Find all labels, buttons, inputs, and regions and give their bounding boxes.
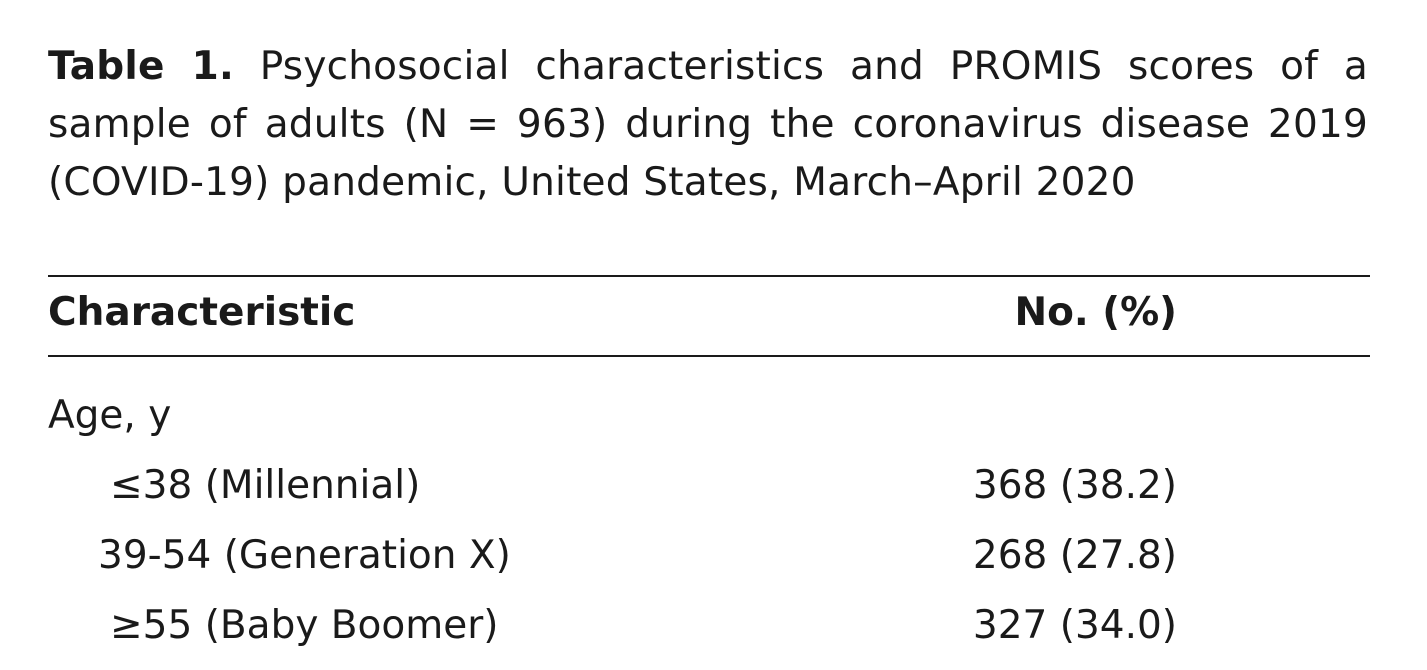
table-row (48, 533, 1370, 593)
table-header (48, 290, 1370, 350)
table-caption-text: Psychosocial characteristics and PROMIS scores of a sample of adults (N = 963) during the coronavirus disease 2019 (COVID-19) pandemic, United States, March–April 2020 (48, 44, 1368, 205)
group-label-age: Age, y (48, 393, 172, 438)
header-characteristic: Characteristic (48, 290, 356, 335)
row-label: 39-54 (Generation X) (98, 533, 511, 578)
table-header-rule (48, 355, 1370, 357)
table-caption (48, 38, 1368, 212)
table-row (48, 603, 1370, 663)
table-row (48, 463, 1370, 523)
header-count-percent: No. (%) (1014, 290, 1177, 335)
table-label: Table 1. (48, 44, 234, 89)
row-label: ≤38 (Millennial) (110, 463, 421, 508)
table-top-rule (48, 275, 1370, 277)
row-value: 268 (27.8) (972, 533, 1177, 578)
row-value: 327 (34.0) (972, 603, 1177, 648)
row-label: ≥55 (Baby Boomer) (110, 603, 499, 648)
row-value: 368 (38.2) (972, 463, 1177, 508)
table-group-row (48, 393, 1370, 453)
